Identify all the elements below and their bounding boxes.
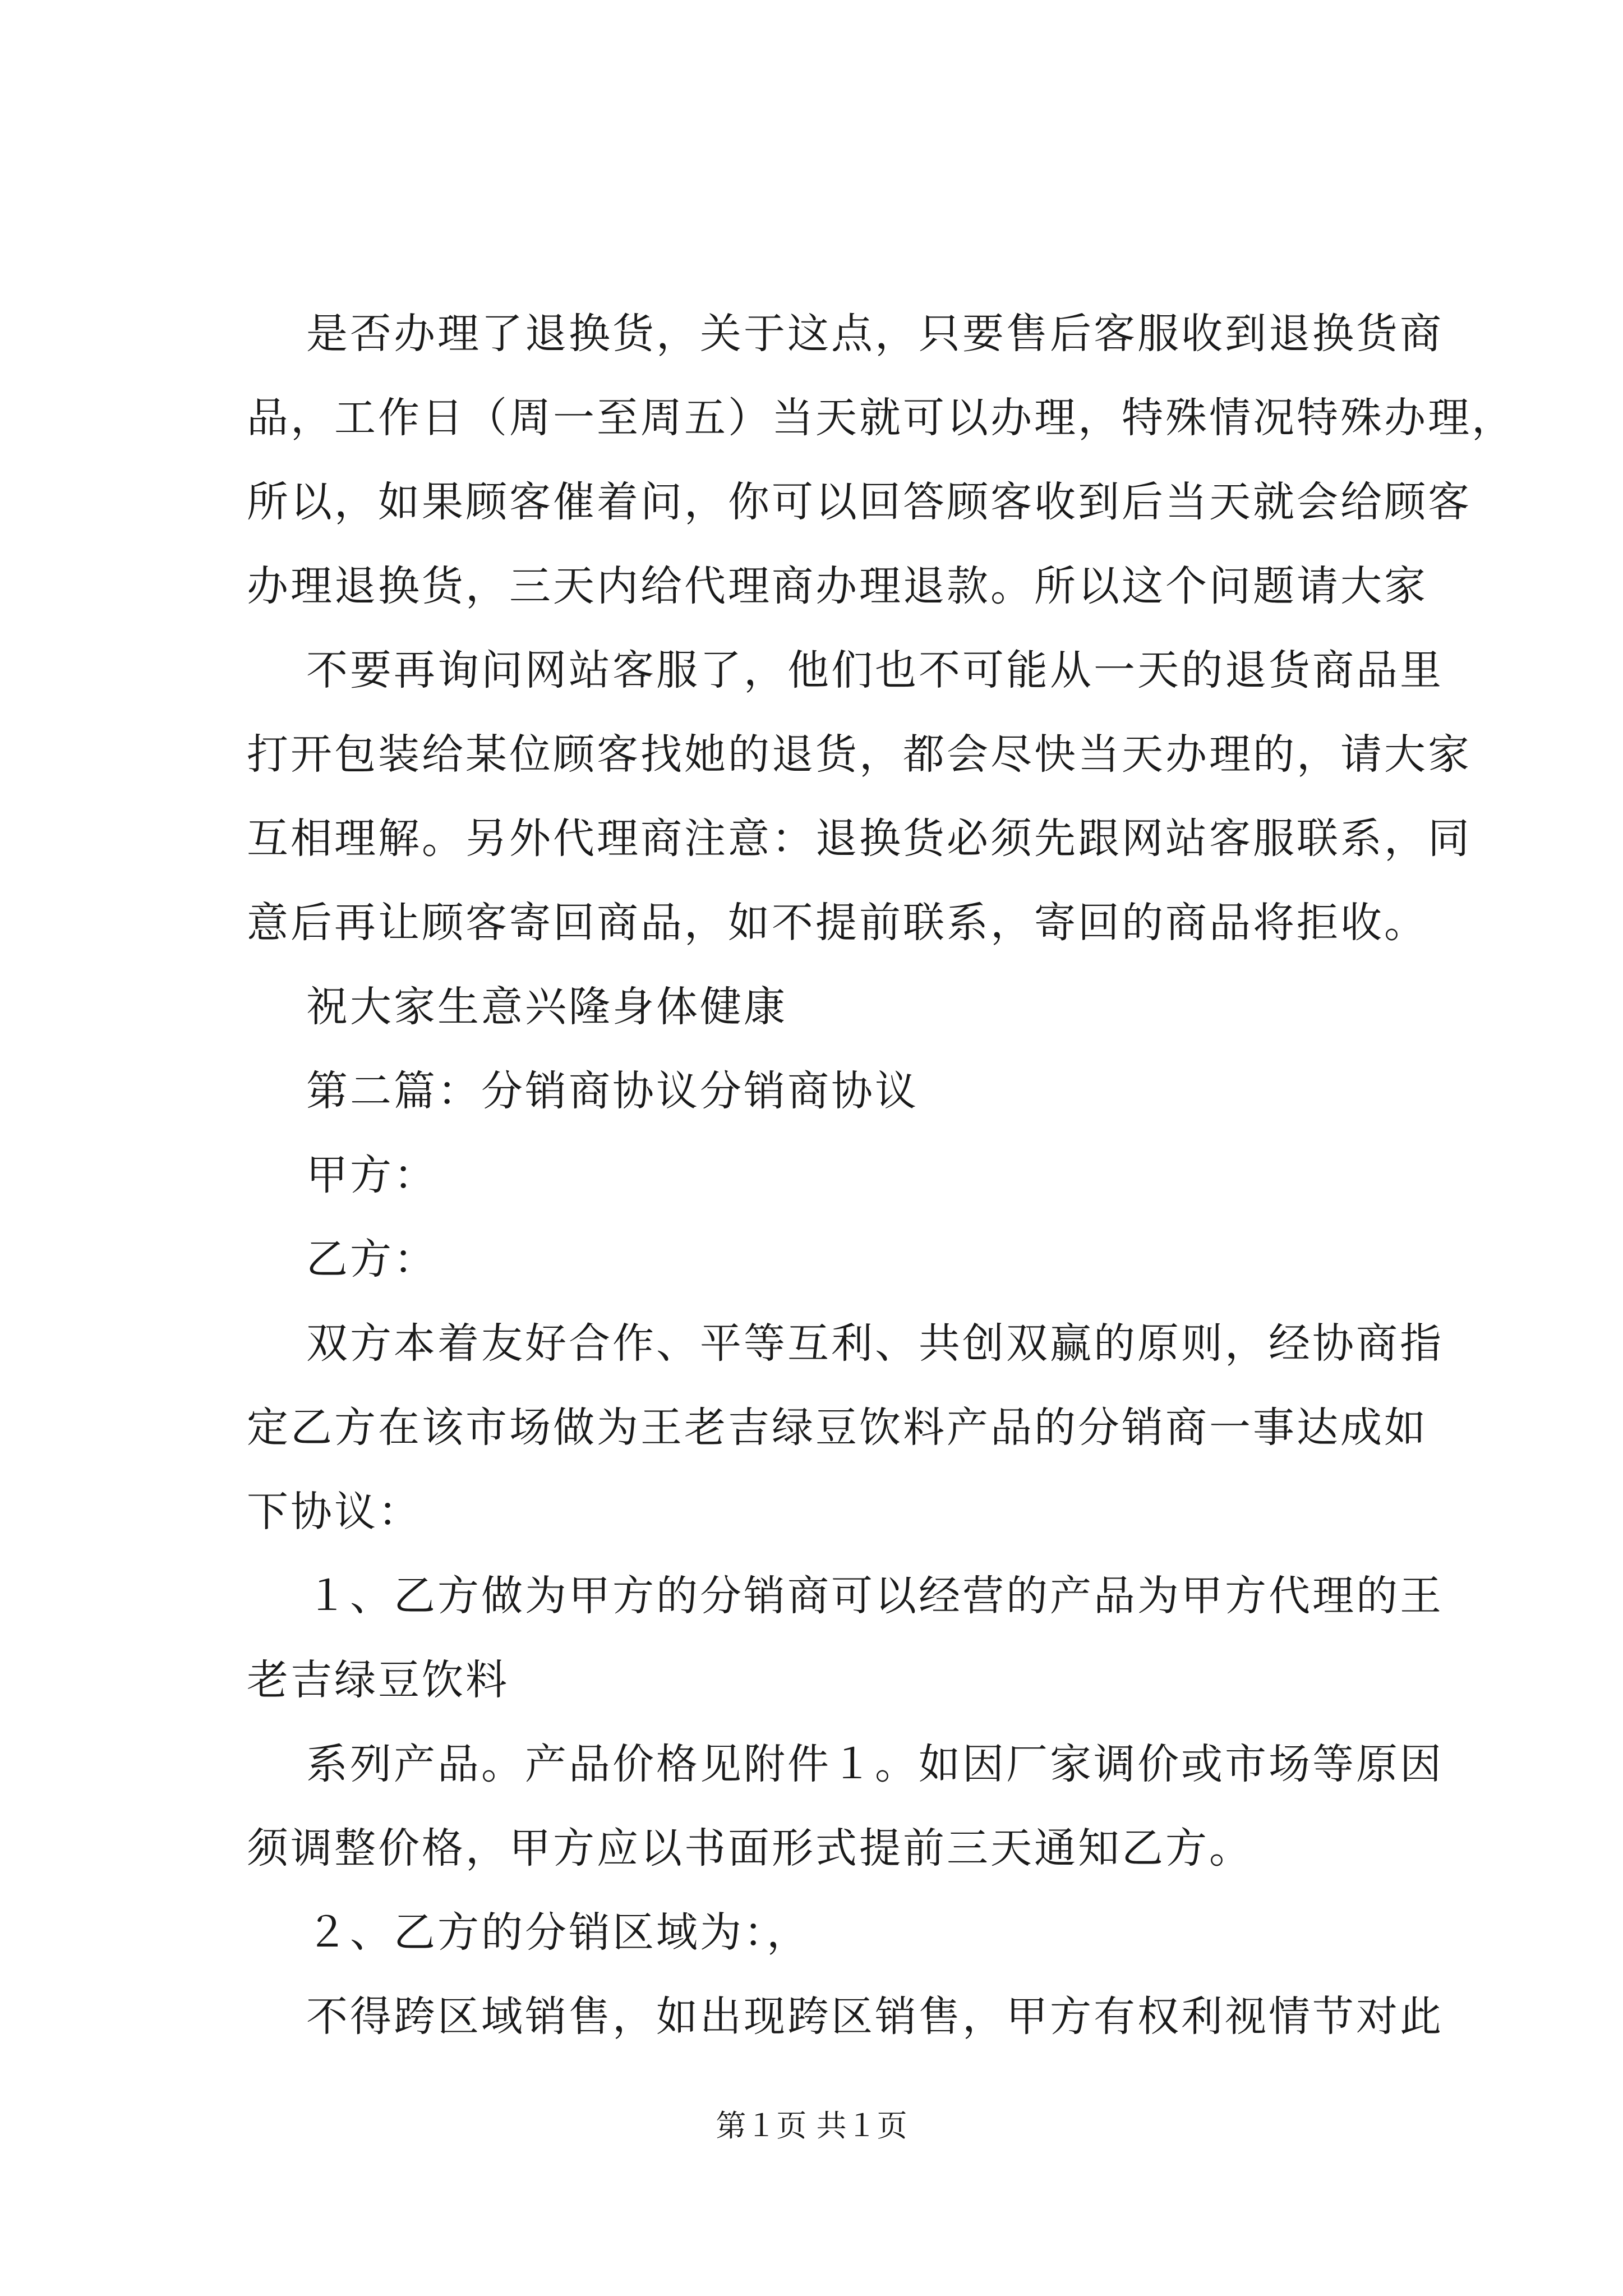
section-heading: 第二篇：分销商协议分销商协议 [306, 1067, 919, 1115]
text-line: 所以，如果顾客催着问，你可以回答顾客收到后当天就会给顾客 [247, 478, 1472, 526]
text-line: 系列产品。产品价格见附件１。如因厂家调价或市场等原因 [306, 1740, 1444, 1788]
text-line: 意后再让顾客寄回商品，如不提前联系，寄回的商品将拒收。 [247, 899, 1428, 947]
clause-1: １、乙方做为甲方的分销商可以经营的产品为甲方代理的王 [306, 1572, 1444, 1620]
text-line: 祝大家生意兴隆身体健康 [306, 983, 787, 1031]
text-line: 定乙方在该市场做为王老吉绿豆饮料产品的分销商一事达成如 [247, 1404, 1428, 1452]
clause-2: ２、乙方的分销区域为：， [306, 1908, 810, 1957]
text-line: 互相理解。另外代理商注意：退换货必须先跟网站客服联系，同 [247, 815, 1472, 863]
page-number-footer: 第１页 共１页 [716, 2108, 907, 2143]
text-line: 办理退换货，三天内给代理商办理退款。所以这个问题请大家 [247, 562, 1428, 610]
text-line: 是否办理了退换货，关于这点，只要售后客服收到退换货商 [306, 310, 1444, 358]
text-line: 品，工作日（周一至周五）当天就可以办理，特殊情况特殊办理， [247, 394, 1515, 442]
text-line: 老吉绿豆饮料 [247, 1656, 509, 1704]
text-line: 不要再询问网站客服了，他们也不可能从一天的退货商品里 [306, 646, 1444, 694]
text-line: 双方本着友好合作、平等互利、共创双赢的原则，经协商指 [306, 1319, 1444, 1368]
text-line: 下协议： [247, 1488, 422, 1536]
party-b-label: 乙方： [306, 1235, 437, 1283]
text-line: 打开包装给某位顾客找她的退货，都会尽快当天办理的，请大家 [247, 730, 1472, 779]
document-body [247, 292, 1515, 2059]
text-line: 不得跨区域销售，如出现跨区销售，甲方有权利视情节对此 [306, 1993, 1444, 2041]
text-line: 须调整价格，甲方应以书面形式提前三天通知乙方。 [247, 1824, 1253, 1872]
party-a-label: 甲方： [306, 1151, 437, 1199]
